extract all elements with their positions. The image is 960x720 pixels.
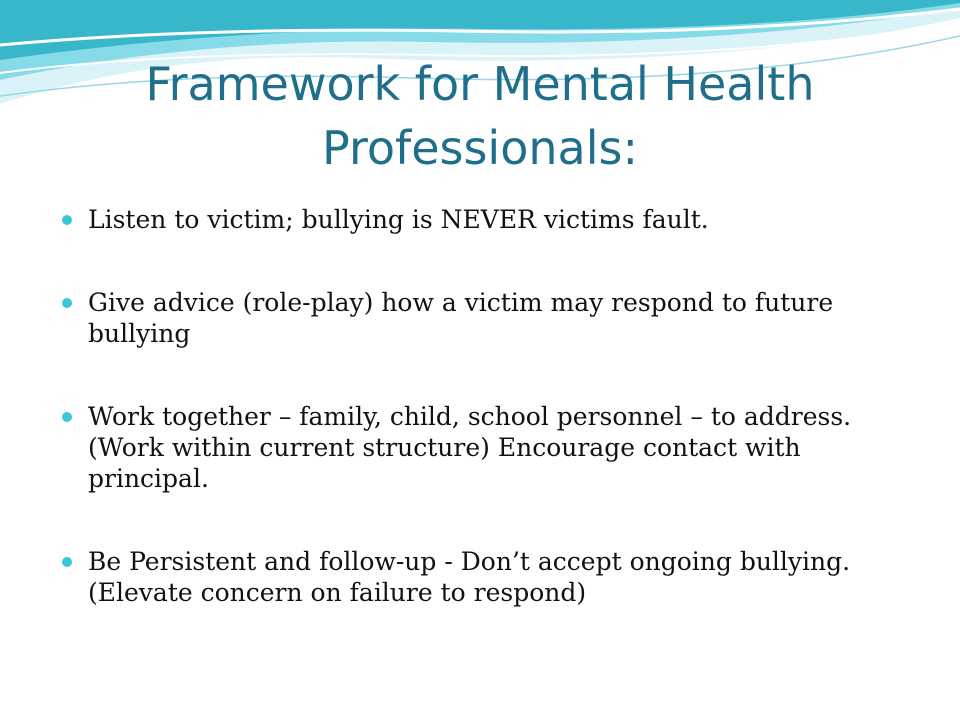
- bullet-text-listen-to-victim: Listen to victim; bullying is NEVER victims fault.: [88, 205, 709, 234]
- bullet-text-be-persistent: Be Persistent and follow-up - Don’t accept ongoing bullying. (Elevate concern on failure to respond): [88, 547, 851, 607]
- bullet-dot-icon: [62, 215, 72, 225]
- bullet-item-give-advice: [62, 287, 902, 349]
- bullet-list: [62, 204, 902, 608]
- bullet-item-be-persistent: [62, 546, 902, 608]
- slide-title: Framework for Mental Health Professionals:: [145, 57, 815, 175]
- bullet-text-work-together: Work together – family, child, school personnel – to address. (Work within current structure) Encourage contact with principal.: [88, 402, 852, 493]
- bullet-item-listen-to-victim: [62, 204, 902, 235]
- bullet-dot-icon: [62, 412, 72, 422]
- bullet-dot-icon: [62, 557, 72, 567]
- bullet-item-work-together: [62, 401, 902, 494]
- bullet-text-give-advice: Give advice (role-play) how a victim may respond to future bullying: [88, 288, 834, 348]
- bullet-dot-icon: [62, 298, 72, 308]
